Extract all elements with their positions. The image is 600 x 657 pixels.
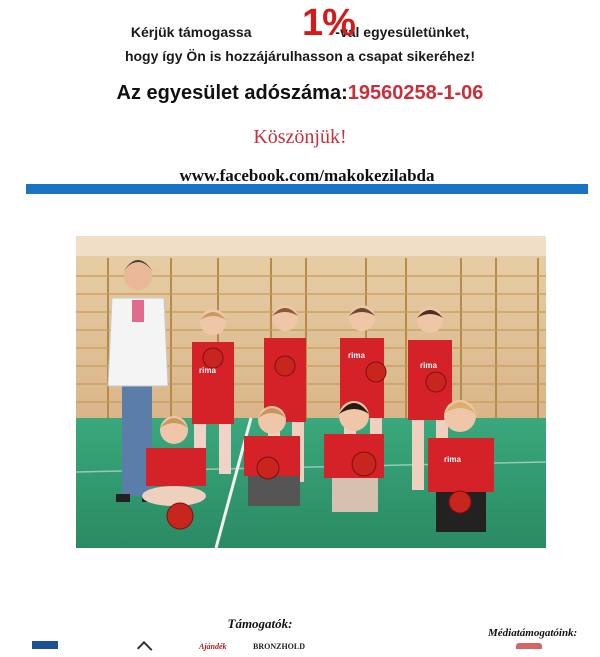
jersey-brand-3: rima — [420, 361, 437, 370]
team-photo — [76, 236, 546, 548]
thank-you-text: Köszönjük! — [253, 126, 347, 148]
facebook-bar — [26, 163, 588, 194]
sponsor-logo-bronzhold: BRONZHOLD — [253, 642, 306, 651]
plea-line-1-end: -val egyesületünket, — [335, 24, 470, 40]
team-photo-illustration — [76, 236, 546, 548]
jersey-brand-2: rima — [348, 351, 365, 360]
sponsors-heading: Támogatók: — [227, 616, 293, 631]
jersey-brand-1: rima — [199, 366, 216, 375]
plea-line-2: hogy így Ön is hozzájárulhasson a csapat sikeréhez! — [124, 48, 476, 64]
plea-line-1 — [0, 24, 600, 40]
media-sponsors-heading: Médiatámogatóink: — [488, 627, 578, 639]
jersey-brand-4: rima — [444, 455, 461, 464]
facebook-link[interactable]: www.facebook.com/makokezilabda — [26, 163, 588, 194]
sponsor-logo-1 — [32, 641, 58, 649]
one-percent-mark: 1% — [302, 2, 355, 44]
tax-number-line — [0, 82, 600, 105]
sponsor-logo-ajandek: Ajándék — [199, 642, 227, 651]
media-sponsor-logo — [516, 643, 542, 649]
tax-number-value: 19560258-1-06 — [347, 82, 484, 104]
plea-line-1-start: Kérjük támogassa — [130, 24, 252, 40]
tax-number-label: Az egyesület adószáma: — [116, 82, 348, 104]
